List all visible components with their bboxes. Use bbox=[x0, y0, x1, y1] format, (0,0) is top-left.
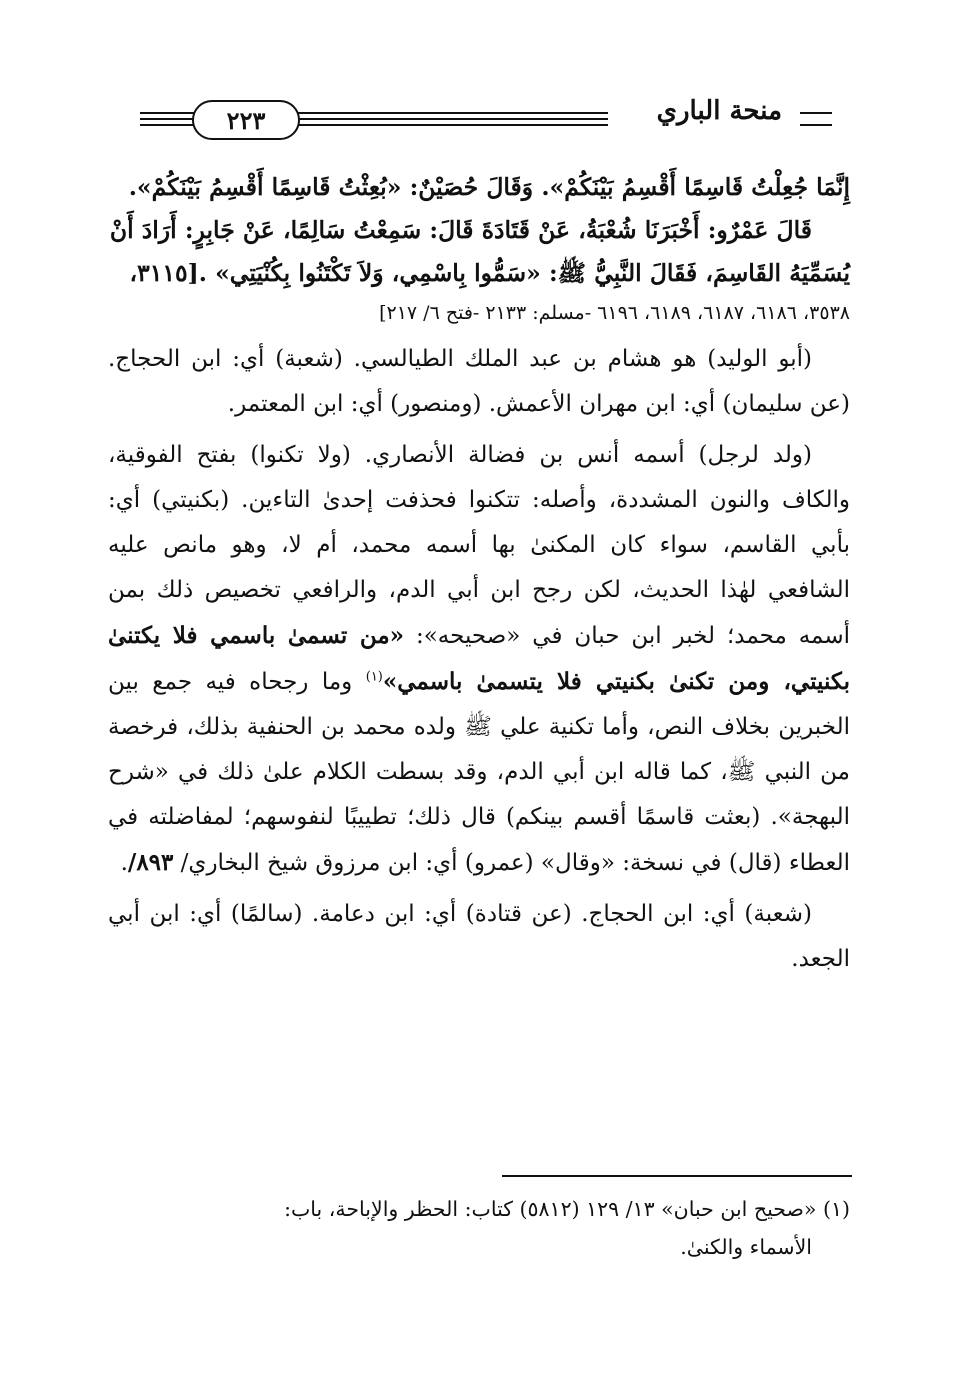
header-rule-bottom bbox=[140, 124, 200, 126]
header-rule-middle-right bbox=[290, 118, 608, 120]
footnote-line-2: الأسماء والكنىٰ. bbox=[680, 1235, 812, 1259]
page-number: ٢٢٣ bbox=[192, 100, 300, 140]
hadith-line-3: يُسَمِّيَهُ القَاسِمَ، فَقَالَ النَّبِيُّ ﷺ: «سَمُّوا بِاسْمِي، وَلاَ تَكْتَنُوا بِكُنْيَتِي» .[٣١١٥، bbox=[129, 259, 850, 287]
main-text bbox=[108, 166, 850, 982]
hadith-text bbox=[108, 166, 850, 331]
header-rule-middle bbox=[140, 118, 200, 120]
folio-reference: ٨٩٣/ bbox=[127, 849, 174, 876]
commentary-p2-text-a: (ولد لرجل) أسمه أنس بن فضالة الأنصاري. (ولا تكنوا) بفتح الفوقية، والكاف والنون المشددة، وأصله: تتكنوا فحذفت إحدىٰ التاءين. (بكنيتي) أي: بأبي القاسم، سواء كان المكنىٰ بها أسمه محمد، أم لا، وهو مانص عليه الشافعي لهٰذا الحديث، لكن رجح ابن أبي الدم، والرافعي تخصيص ذلك بمن أسمه محمد؛ لخبر ابن حبان في «صحيحه»: bbox=[108, 442, 850, 649]
quoted-hadith: «من تسمىٰ باسمي فلا يكتنىٰ بكنيتي، ومن تكنىٰ بكنيتي فلا يتسمىٰ باسمي» bbox=[108, 622, 851, 695]
footnote-line-1: (١) «صحيح ابن حبان» ١٣/ ١٢٩ (٥٨١٢) كتاب: الحظر والإباحة، باب: bbox=[284, 1197, 850, 1221]
commentary-paragraph-1: (أبو الوليد) هو هشام بن عبد الملك الطيالسي. (شعبة) أي: ابن الحجاج. (عن سليمان) أي: ابن مهران الأعمش. (ومنصور) أي: ابن المعتمر. bbox=[108, 346, 850, 417]
header-rule-top-right bbox=[290, 112, 608, 114]
header-rule-top-end bbox=[800, 112, 832, 114]
hadith-references: ٣٥٣٨، ٦١٨٦، ٦١٨٧، ٦١٨٩، ٦١٩٦ -مسلم: ٢١٣٣ -فتح ٦/ ٢١٧] bbox=[379, 302, 850, 324]
header-rule-bottom-end bbox=[800, 124, 832, 126]
commentary-paragraph-3: (شعبة) أي: ابن الحجاج. (عن قتادة) أي: ابن دعامة. (سالمًا) أي: ابن أبي الجعد. bbox=[108, 901, 850, 972]
running-title: منحة الباري bbox=[656, 96, 782, 126]
hadith-line-1: إِنَّمَا جُعِلْتُ قَاسِمًا أَقْسِمُ بَيْنَكُمْ». وَقَالَ حُصَيْنٌ: «بُعِثْتُ قَاسِمًا أَقْسِمُ بَيْنَكُمْ». bbox=[128, 173, 850, 201]
commentary-paragraph-2 bbox=[108, 433, 850, 886]
footnote bbox=[108, 1190, 850, 1266]
page-header bbox=[140, 92, 830, 146]
commentary-p2-end: . bbox=[120, 850, 128, 876]
header-rule-top bbox=[140, 112, 200, 114]
footnote-separator bbox=[502, 1175, 852, 1177]
header-rule-bottom-right bbox=[290, 124, 608, 126]
commentary-p2-text-b: وما رجحاه فيه جمع بين الخبرين بخلاف النص، وأما تكنية علي ﷺ ولده محمد بن الحنفية بذلك، فرخصة من النبي ﷺ، كما قاله ابن أبي الدم، وقد بسطت الكلام علىٰ ذلك في «شرح البهجة». (بعثت قاسمًا أقسم بينكم) قال ذلك؛ تطييبًا لنفوسهم؛ لمفاضلته في العطاء (قال) في نسخة: «وقال» (عمرو) أي: ابن مرزوق شيخ البخاري/ bbox=[108, 669, 850, 876]
commentary bbox=[108, 337, 850, 982]
hadith-line-2: قَالَ عَمْرٌو: أَخْبَرَنَا شُعْبَةُ، عَنْ قَتَادَةَ قَالَ: سَمِعْتُ سَالِمًا، عَنْ جَابِرٍ: أَرَادَ أَنْ bbox=[109, 216, 812, 244]
footnote-marker: (١) bbox=[365, 669, 383, 685]
